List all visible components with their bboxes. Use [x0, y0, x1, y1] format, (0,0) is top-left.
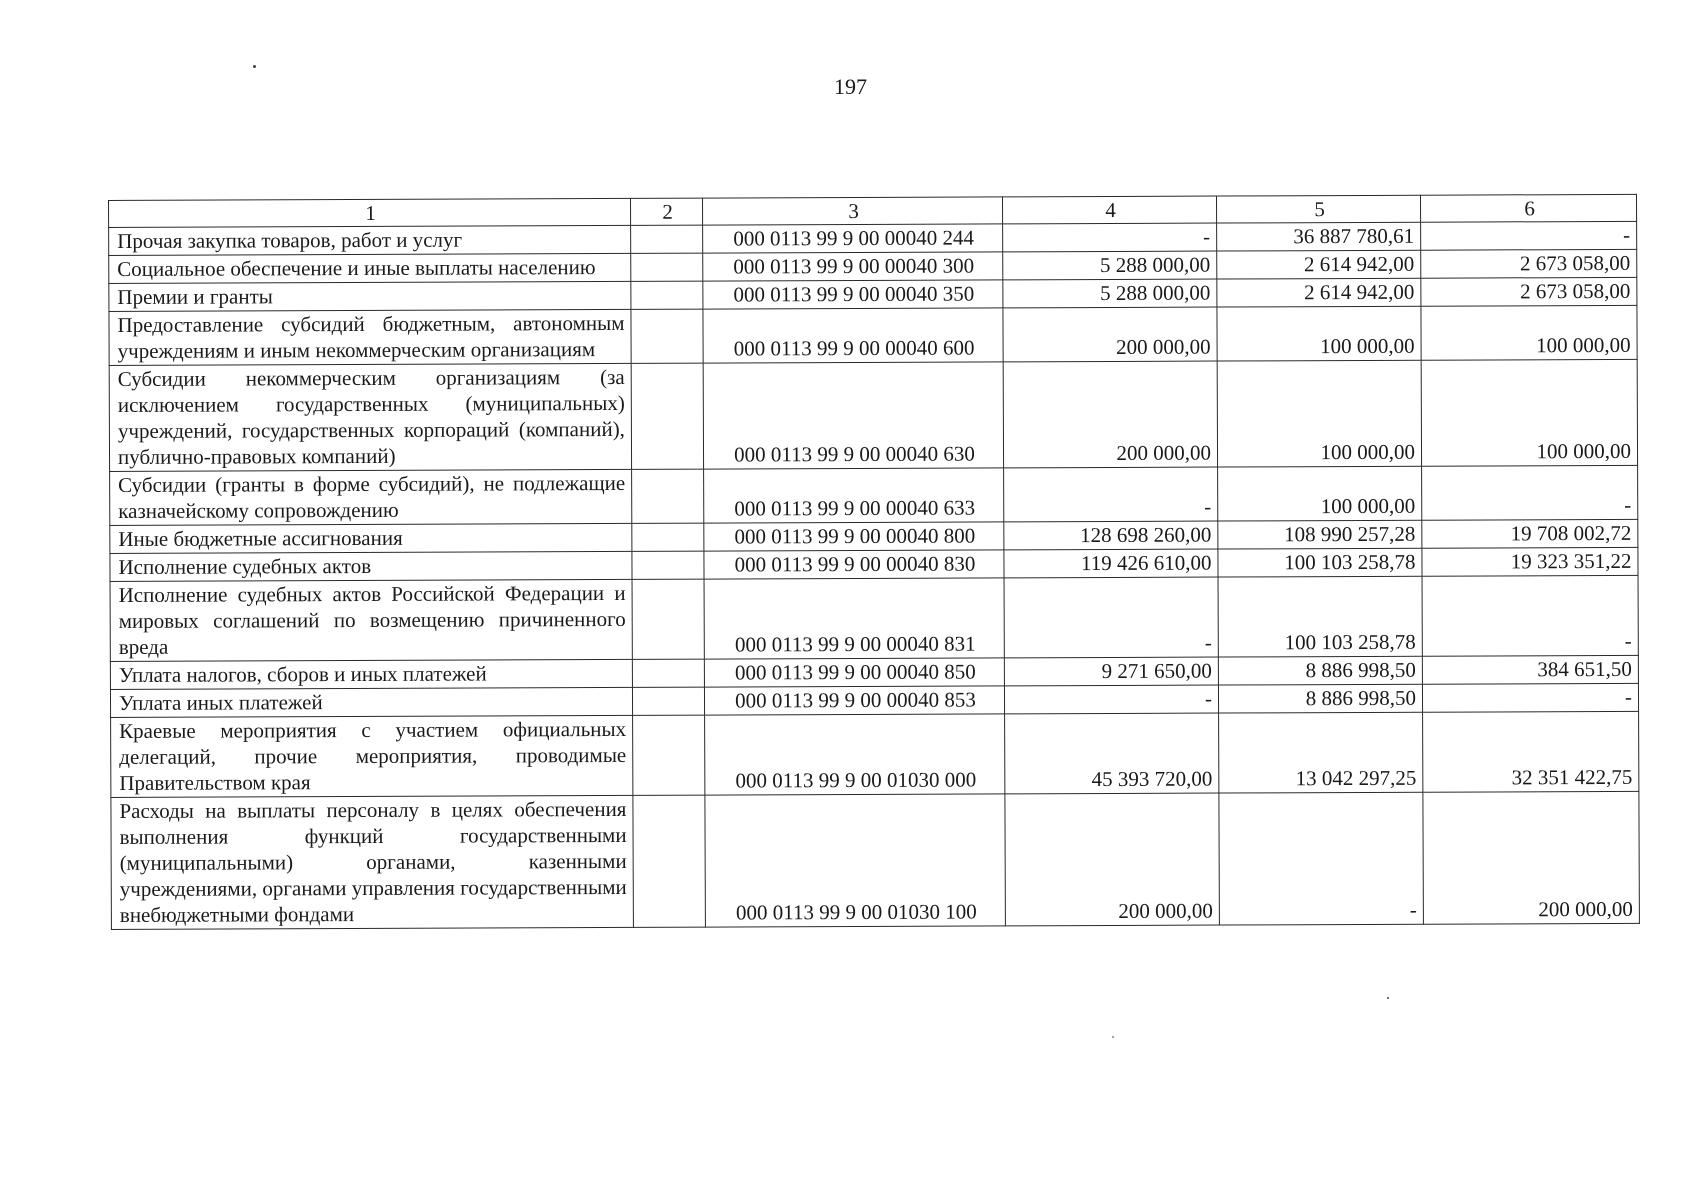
column-4-amount: -	[1004, 467, 1218, 522]
table-row	[111, 711, 1639, 797]
column-6-amount: -	[1422, 465, 1638, 520]
column-2-cell	[632, 579, 704, 659]
row-name-cell: Премии и гранты	[109, 281, 631, 311]
column-5-amount: 8 886 998,50	[1218, 684, 1422, 713]
row-name-cell: Прочая закупка товаров, работ и услуг	[109, 225, 631, 255]
column-4-amount: 200 000,00	[1003, 307, 1217, 362]
column-4-amount: 5 288 000,00	[1003, 251, 1217, 280]
column-5-amount: 100 000,00	[1217, 306, 1421, 361]
column-5-amount: 100 103 258,78	[1218, 576, 1422, 657]
column-2-cell	[631, 253, 703, 281]
column-4-amount: 45 393 720,00	[1005, 713, 1219, 794]
column-4-amount: 200 000,00	[1005, 793, 1220, 926]
row-name-cell: Исполнение судебных актов Российской Федерации и мировых соглашений по возмещению причиненного вреда	[110, 579, 632, 661]
column-2-cell	[631, 281, 703, 309]
row-name-cell: Расходы на выплаты персоналу в целях обеспечения выполнения функций государственными (муниципальными) органами, казенными учреждениями, органами управления государственными внебюджетными фондами	[111, 795, 634, 929]
row-name-cell: Субсидии (гранты в форме субсидий), не подлежащие казначейскому сопровождению	[110, 469, 632, 525]
row-name-cell: Краевые мероприятия с участием официальных делегаций, прочие мероприятия, проводимые Правительством края	[111, 715, 633, 797]
budget-code-cell: 000 0113 99 9 00 00040 853	[704, 686, 1004, 715]
row-name-cell: Социальное обеспечение и иные выплаты населению	[109, 253, 631, 283]
budget-code-cell: 000 0113 99 9 00 00040 630	[703, 362, 1003, 469]
row-name-cell: Предоставление субсидий бюджетным, автономным учреждениям и иным некоммерческим организациям	[109, 309, 631, 365]
scan-speck	[1112, 1036, 1114, 1038]
column-2-cell	[632, 687, 704, 715]
column-number: 1	[109, 198, 631, 227]
row-name-cell: Уплата иных платежей	[110, 687, 632, 717]
budget-code-cell: 000 0113 99 9 00 01030 000	[705, 714, 1005, 795]
column-5-amount: 100 000,00	[1217, 360, 1421, 467]
budget-code-cell: 000 0113 99 9 00 00040 850	[704, 658, 1004, 687]
table-row	[109, 359, 1637, 471]
budget-code-cell: 000 0113 99 9 00 00040 800	[704, 522, 1004, 551]
column-number: 5	[1216, 195, 1420, 223]
column-6-amount: -	[1421, 221, 1637, 250]
scan-speck	[253, 65, 256, 68]
column-5-amount: 108 990 257,28	[1218, 520, 1422, 549]
column-6-amount: -	[1422, 683, 1638, 712]
row-name-cell: Исполнение судебных актов	[110, 551, 632, 581]
column-number: 3	[702, 197, 1002, 225]
column-number: 6	[1420, 194, 1636, 222]
column-2-cell	[631, 363, 703, 469]
table-row	[110, 465, 1638, 525]
column-2-cell	[632, 551, 704, 579]
column-number: 4	[1002, 196, 1216, 224]
column-4-amount: 9 271 650,00	[1004, 657, 1218, 686]
budget-code-cell: 000 0113 99 9 00 00040 350	[703, 280, 1003, 309]
budget-code-cell: 000 0113 99 9 00 00040 830	[704, 550, 1004, 579]
row-name-cell: Субсидии некоммерческим организациям (за исключением государственных (муниципальных) учреждений, государственных корпораций (компаний), публично-правовых компаний)	[109, 363, 631, 471]
column-4-amount: 119 426 610,00	[1004, 549, 1218, 578]
column-6-amount: 384 651,50	[1422, 655, 1638, 684]
column-6-amount: 2 673 058,00	[1421, 249, 1637, 278]
column-6-amount: 32 351 422,75	[1423, 711, 1639, 792]
column-5-amount: 100 103 258,78	[1218, 548, 1422, 577]
column-4-amount: 5 288 000,00	[1003, 279, 1217, 308]
column-2-cell	[632, 659, 704, 687]
column-2-cell	[632, 523, 704, 551]
column-5-amount: 8 886 998,50	[1218, 656, 1422, 685]
budget-code-cell: 000 0113 99 9 00 00040 633	[704, 468, 1004, 523]
row-name-cell: Уплата налогов, сборов и иных платежей	[110, 659, 632, 689]
column-6-amount: 19 708 002,72	[1422, 519, 1638, 548]
column-4-amount: -	[1004, 685, 1218, 714]
column-5-amount: -	[1219, 792, 1424, 925]
table-row	[111, 791, 1640, 929]
column-6-amount: 200 000,00	[1423, 791, 1640, 924]
column-2-cell	[632, 469, 704, 523]
budget-code-cell: 000 0113 99 9 00 01030 100	[705, 794, 1006, 927]
row-name-cell: Иные бюджетные ассигнования	[110, 523, 632, 553]
budget-code-cell: 000 0113 99 9 00 00040 600	[703, 308, 1003, 363]
column-5-amount: 36 887 780,61	[1217, 222, 1421, 251]
column-2-cell	[633, 795, 706, 927]
column-2-cell	[631, 309, 703, 363]
budget-code-cell: 000 0113 99 9 00 00040 300	[703, 252, 1003, 281]
column-5-amount: 2 614 942,00	[1217, 250, 1421, 279]
column-5-amount: 13 042 297,25	[1219, 712, 1423, 793]
table-row	[109, 305, 1637, 365]
column-6-amount: -	[1422, 575, 1638, 656]
column-number: 2	[630, 198, 702, 225]
budget-code-cell: 000 0113 99 9 00 00040 831	[704, 578, 1004, 659]
budget-table	[108, 194, 1640, 930]
column-5-amount: 100 000,00	[1218, 466, 1422, 521]
scan-speck	[1387, 997, 1389, 999]
budget-code-cell: 000 0113 99 9 00 00040 244	[703, 224, 1003, 253]
page-number: 197	[834, 74, 867, 99]
column-6-amount: 19 323 351,22	[1422, 547, 1638, 576]
column-6-amount: 2 673 058,00	[1421, 277, 1637, 306]
table-row	[110, 575, 1638, 661]
column-4-amount: -	[1003, 223, 1217, 252]
column-2-cell	[633, 715, 705, 795]
column-6-amount: 100 000,00	[1421, 359, 1637, 466]
column-4-amount: 128 698 260,00	[1004, 521, 1218, 550]
column-4-amount: 200 000,00	[1003, 361, 1217, 468]
column-5-amount: 2 614 942,00	[1217, 278, 1421, 307]
column-2-cell	[631, 225, 703, 253]
column-4-amount: -	[1004, 577, 1218, 658]
column-6-amount: 100 000,00	[1421, 305, 1637, 360]
